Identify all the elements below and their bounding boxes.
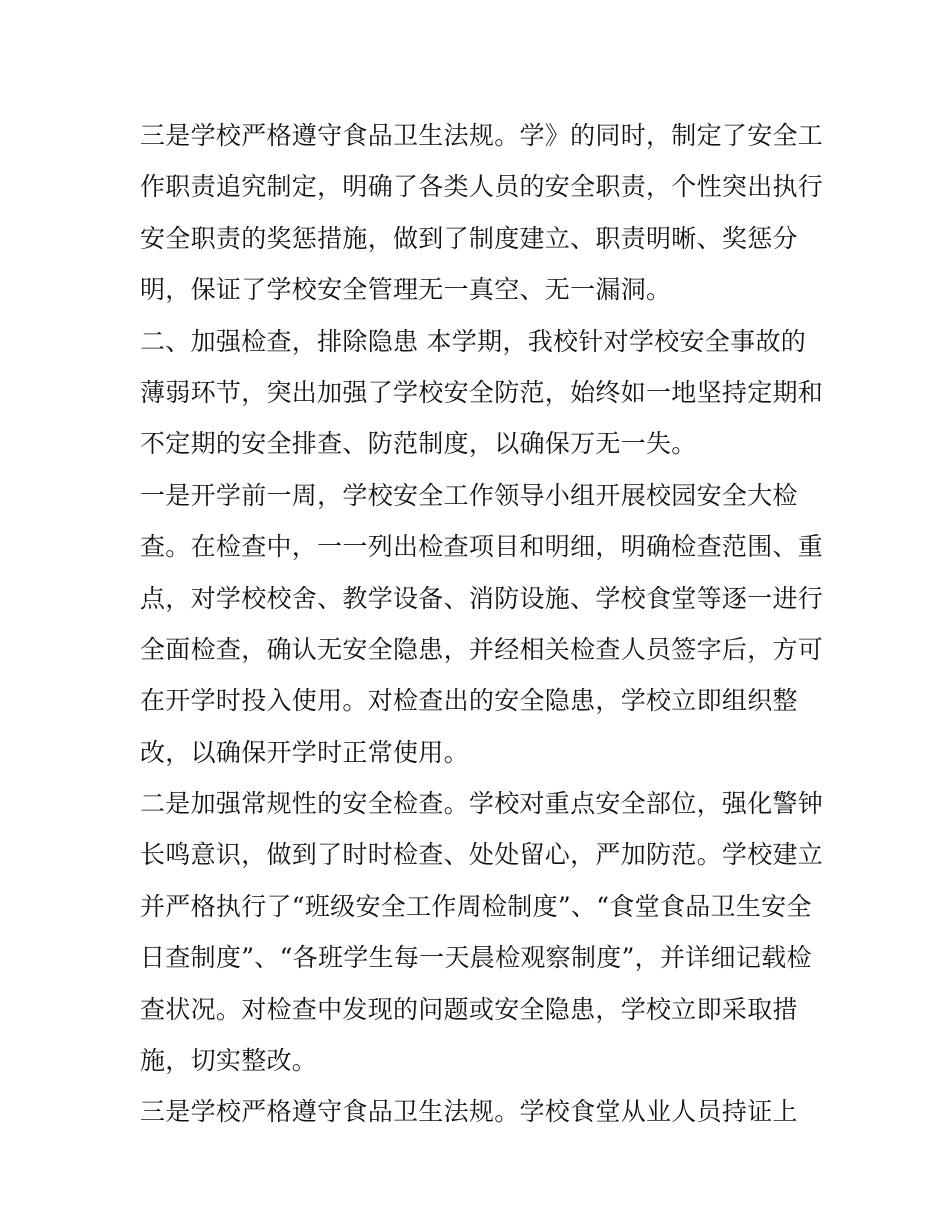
text-line-7: 不定期的安全排查、防范制度，以确保万无一失。 xyxy=(140,429,697,459)
text-line-8: 一是开学前一周，学校安全工作领导小组开展校园安全大检 xyxy=(140,480,798,510)
text-line-12: 在开学时投入使用。对检查出的安全隐患，学校立即组织整 xyxy=(140,686,798,716)
text-line-16: 并严格执行了“班级安全工作周检制度”、“食堂食品卫生安全 xyxy=(140,891,812,921)
text-line-13: 改，以确保开学时正常使用。 xyxy=(140,737,469,767)
text-line-17: 日查制度”、“各班学生每一天晨检观察制度”，并详细记载检 xyxy=(140,943,812,973)
text-line-14: 二是加强常规性的安全检查。学校对重点安全部位，强化警钟 xyxy=(140,789,824,819)
text-line-19: 施，切实整改。 xyxy=(140,1046,318,1076)
text-line-20: 三是学校严格遵守食品卫生法规。学校食堂从业人员持证上 xyxy=(140,1097,798,1127)
text-line-18: 查状况。对检查中发现的问题或安全隐患，学校立即采取措 xyxy=(140,994,798,1024)
text-line-15: 长鸣意识，做到了时时检查、处处留心，严加防范。学校建立 xyxy=(140,840,824,870)
text-line-1: 三是学校严格遵守食品卫生法规。学》的同时，制定了安全工 xyxy=(140,121,824,150)
text-line-4: 明，保证了学校安全管理无一真空、无一漏洞。 xyxy=(140,275,672,305)
text-line-9: 查。在检查中，一一列出检查项目和明细，明确检查范围、重 xyxy=(140,532,824,562)
text-line-5: 二、加强检查，排除隐患 本学期，我校针对学校安全事故的 xyxy=(140,326,807,356)
text-line-2: 作职责追究制定，明确了各类人员的安全职责，个性突出执行 xyxy=(140,172,824,202)
body-text xyxy=(140,110,824,1138)
text-line-10: 点，对学校校舍、教学设备、消防设施、学校食堂等逐一进行 xyxy=(140,583,824,613)
text-line-6: 薄弱环节，突出加强了学校安全防范，始终如一地坚持定期和 xyxy=(140,377,824,407)
text-line-11: 全面检查，确认无安全隐患，并经相关检查人员签字后，方可 xyxy=(140,634,824,664)
text-line-3: 安全职责的奖惩措施，做到了制度建立、职责明晰、奖惩分 xyxy=(140,223,798,253)
